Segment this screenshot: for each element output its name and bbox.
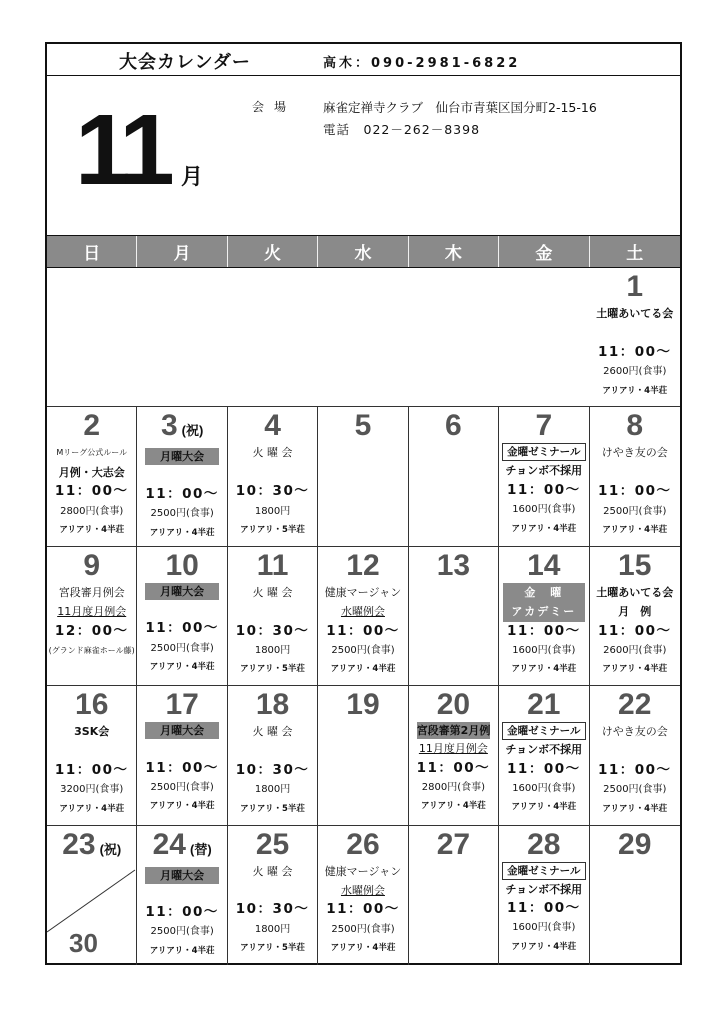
day-cell — [228, 407, 318, 545]
day-number — [318, 828, 407, 862]
day-cell — [137, 826, 227, 965]
weekday-tue: 火 — [228, 236, 318, 267]
calendar-sheet — [45, 42, 682, 965]
event-line: アリアリ・4半荘 — [511, 523, 577, 534]
day-number-value: 8 — [626, 409, 644, 443]
day-number — [228, 409, 317, 443]
event-line: 健康マージャン — [324, 585, 402, 599]
event-line: 11：00～ — [507, 760, 581, 777]
event-line: 11月度月例会 — [418, 742, 488, 756]
event-line: 火 曜 会 — [252, 446, 293, 460]
day-number-value: 24 — [152, 827, 186, 861]
event-line: 11：00～ — [597, 761, 672, 778]
day-number-value: 2 — [83, 409, 101, 443]
day-cell — [137, 686, 227, 824]
event-line: けやき友の会 — [601, 446, 668, 460]
day-cell — [47, 826, 137, 965]
day-cell — [137, 547, 227, 685]
day-number — [590, 409, 680, 443]
day-number — [590, 549, 680, 583]
event-line: 月曜大会 — [145, 722, 218, 739]
event-line: 11：00～ — [597, 622, 672, 639]
day-number-value: 7 — [535, 409, 553, 443]
event-line: 水曜例会 — [340, 883, 385, 897]
event-line: 1600円(食事) — [512, 504, 576, 516]
day-cell — [499, 826, 589, 965]
event-line: けやき友の会 — [601, 725, 668, 739]
day-cell — [409, 547, 499, 685]
weekday-sun: 日 — [47, 236, 137, 267]
day-number — [499, 549, 588, 583]
day-cell — [318, 547, 408, 685]
weekday-thu: 木 — [409, 236, 499, 267]
day-number — [318, 409, 407, 443]
day-number — [499, 688, 588, 722]
day-number — [137, 549, 226, 583]
day-cell — [409, 407, 499, 545]
day-cell — [47, 547, 137, 685]
event-line: アリアリ・4半荘 — [149, 527, 215, 538]
day-number — [499, 828, 588, 862]
day-number-value: 5 — [354, 409, 372, 443]
venue-phone: 電話 022－262－8398 — [323, 122, 481, 137]
weekday-mon: 月 — [137, 236, 227, 267]
calendar-title: 大会カレンダー — [119, 52, 251, 73]
event-line: 1800円 — [254, 923, 291, 935]
event-line: チョンボ不採用 — [505, 464, 583, 478]
event-line: アリアリ・4半荘 — [149, 801, 215, 812]
event-line: チョンボ不採用 — [505, 743, 583, 757]
day-cell — [590, 686, 680, 824]
day-cell — [137, 407, 227, 545]
day-number-value: 17 — [165, 688, 199, 722]
event-line: 2500円(食事) — [603, 784, 667, 796]
event-line: 10：30～ — [235, 761, 310, 778]
event-line: 11：00～ — [416, 759, 491, 776]
day-number-value: 1 — [626, 270, 644, 303]
event-line: 月 例 — [618, 605, 652, 619]
event-line: アリアリ・5半荘 — [240, 664, 305, 675]
event-line: 10：30～ — [235, 622, 310, 639]
event-line: 11：00～ — [507, 481, 581, 498]
event-line: 土曜あいてる会 — [596, 585, 674, 599]
day-number — [409, 688, 498, 722]
week-row — [47, 826, 680, 965]
event-line: アリアリ・4半荘 — [421, 801, 486, 812]
day-cell — [47, 686, 137, 824]
day-number — [228, 828, 317, 862]
day-number — [318, 549, 407, 583]
event-line: アリアリ・5半荘 — [240, 525, 305, 536]
event-line: 月曜大会 — [145, 583, 218, 600]
event-line: アリアリ・4半荘 — [330, 943, 396, 954]
event-line: 11：00～ — [145, 620, 219, 637]
day-number-value: 13 — [436, 548, 471, 582]
day-number — [137, 828, 226, 867]
day-number-value: 28 — [527, 827, 561, 861]
event-line: 2600円(食事) — [603, 645, 667, 656]
venue-label: 会場 — [252, 100, 297, 114]
day-cell — [499, 407, 589, 545]
event-line: アリアリ・4半荘 — [602, 385, 668, 396]
event-line: アリアリ・4半荘 — [511, 802, 577, 813]
holiday-mark: (祝) — [181, 423, 204, 439]
event-line: 2600円(食事) — [603, 366, 667, 378]
event-line: 11：00～ — [326, 622, 400, 639]
event-line: アリアリ・4半荘 — [511, 941, 577, 952]
day-number — [47, 549, 136, 583]
event-line: 2500円(食事) — [150, 642, 214, 654]
day-number — [590, 270, 680, 304]
day-cell — [228, 547, 318, 685]
holiday-mark: (祝) — [99, 841, 122, 857]
day-cell — [228, 686, 318, 824]
event-line: 11：00～ — [54, 761, 129, 778]
event-line: 2500円(食事) — [603, 505, 667, 517]
holiday-mark: (替) — [189, 841, 212, 857]
event-line: チョンボ不採用 — [505, 882, 583, 896]
event-line: 2500円(食事) — [150, 508, 214, 520]
event-line: アリアリ・4半荘 — [149, 662, 215, 672]
contact-number: 高木：090-2981-6822 — [323, 56, 521, 71]
day-cell — [318, 407, 408, 545]
event-line: 金曜ゼミナール — [502, 443, 585, 461]
day-number-value: 15 — [618, 548, 652, 582]
day-number-value: 11 — [256, 548, 289, 582]
day-number — [47, 688, 136, 722]
day-cell — [47, 407, 137, 545]
event-line: 2500円(食事) — [150, 781, 214, 793]
event-line: 1600円(食事) — [512, 782, 576, 794]
month-header — [47, 76, 680, 236]
day-number-value: 6 — [445, 409, 462, 443]
event-line: アリアリ・4半荘 — [602, 664, 668, 675]
weekday-fri: 金 — [499, 236, 589, 267]
day-number-value: 22 — [618, 688, 652, 722]
day-cell — [318, 686, 408, 824]
event-line: 11：00～ — [597, 343, 672, 360]
day-number-value: 14 — [527, 548, 561, 582]
day-number-value: 10 — [165, 548, 199, 582]
venue-name: 麻雀定禅寺クラブ 仙台市青葉区国分町2-15-16 — [323, 100, 597, 115]
event-line: 金曜ゼミナール — [502, 862, 585, 880]
event-line: 1600円(食事) — [512, 922, 576, 934]
event-line: 10：30～ — [235, 483, 310, 500]
event-line: 11：00～ — [326, 901, 400, 918]
event-line: 水曜例会 — [340, 605, 385, 619]
month-unit: 月 — [181, 165, 204, 190]
event-line: 3SK会 — [74, 725, 110, 739]
week-row — [47, 547, 680, 686]
event-line: 2500円(食事) — [150, 926, 214, 938]
empty-cell — [47, 268, 137, 406]
event-line: アリアリ・5半荘 — [240, 803, 305, 814]
event-line: 10：30～ — [235, 901, 310, 918]
day-cell — [590, 407, 680, 545]
day-number — [137, 409, 226, 448]
day-number — [409, 409, 498, 443]
weekday-header-row — [47, 236, 680, 268]
event-line: 12：00～ — [54, 622, 129, 639]
day-number — [318, 688, 407, 722]
event-line: 2800円(食事) — [60, 505, 124, 517]
day-cell — [318, 826, 408, 965]
event-line: Mリーグ公式ルール — [56, 448, 128, 458]
day-cell — [499, 547, 589, 685]
event-line: 宮段審第2月例 — [416, 724, 491, 738]
event-line: 11：00～ — [145, 759, 219, 776]
day-number — [228, 688, 317, 722]
day-number-value: 26 — [346, 827, 380, 861]
event-line: 火 曜 会 — [252, 864, 293, 878]
event-line: 1600円(食事) — [512, 645, 576, 656]
day-number — [590, 828, 680, 862]
event-line: アリアリ・4半荘 — [330, 664, 396, 675]
event-line: アリアリ・4半荘 — [149, 945, 215, 956]
event-line: アリアリ・4半荘 — [602, 803, 668, 814]
title-bar — [47, 44, 680, 76]
event-line: 2800円(食事) — [421, 781, 486, 793]
event-line: 1800円 — [254, 505, 291, 517]
event-line: アリアリ・4半荘 — [59, 803, 125, 814]
event-line: 2500円(食事) — [331, 645, 395, 656]
event-line: 月例・大志会 — [58, 465, 125, 479]
event-line: 金 曜 — [503, 583, 584, 602]
day-number-value: 18 — [255, 688, 290, 722]
day-number-value: 21 — [527, 688, 561, 722]
day-number — [409, 549, 498, 583]
event-line: 月曜大会 — [145, 867, 218, 884]
calendar-grid — [47, 268, 680, 965]
day-number-value: 29 — [618, 827, 652, 861]
event-line: 11月度月例会 — [57, 605, 127, 619]
day-cell — [590, 826, 680, 965]
event-line: 11：00～ — [145, 485, 219, 502]
event-line: アカデミー — [503, 602, 584, 621]
event-line: 火 曜 会 — [252, 585, 293, 599]
day-cell — [228, 826, 318, 965]
event-line: 金曜ゼミナール — [502, 722, 585, 740]
day-cell — [499, 686, 589, 824]
day-number-value: 23 — [62, 827, 96, 861]
day-number-value: 16 — [75, 688, 109, 722]
weekday-sat: 土 — [626, 244, 644, 264]
day-number — [137, 688, 226, 722]
event-line: (グランド麻雀ホール藤) — [48, 646, 135, 655]
week-row — [47, 686, 680, 825]
event-line: 11：00～ — [54, 483, 129, 500]
event-line: 宮段審月例会 — [58, 585, 125, 599]
day-cell — [409, 826, 499, 965]
empty-cell — [318, 268, 408, 406]
day-number-value: 9 — [83, 548, 101, 582]
event-line: 1800円 — [254, 645, 291, 656]
event-line: アリアリ・5半荘 — [240, 943, 305, 954]
event-line: 月曜大会 — [145, 448, 218, 465]
day-number — [409, 828, 498, 862]
day-number — [499, 409, 588, 443]
day-cell — [590, 547, 680, 685]
day-cell — [409, 686, 499, 824]
event-line: 火 曜 会 — [252, 725, 293, 739]
day-number — [47, 409, 136, 443]
day-number-value: 25 — [255, 827, 290, 861]
day-number-value: 20 — [436, 688, 471, 722]
split-day-number: 30 — [69, 927, 98, 958]
event-line: 1800円 — [254, 784, 291, 796]
event-line: アリアリ・4半荘 — [59, 525, 125, 536]
day-number-value: 3 — [160, 409, 178, 443]
event-line: アリアリ・4半荘 — [602, 525, 668, 536]
event-line: 3200円(食事) — [60, 784, 124, 796]
day-number — [228, 549, 317, 583]
week-row — [47, 268, 680, 407]
event-line: 2500円(食事) — [331, 923, 395, 935]
month-number: 11 — [75, 94, 169, 206]
event-line: 11：00～ — [507, 899, 581, 916]
empty-cell — [499, 268, 589, 406]
weekday-wed: 水 — [318, 236, 408, 267]
empty-cell — [137, 268, 227, 406]
day-number-value: 19 — [346, 688, 380, 722]
empty-cell — [409, 268, 499, 406]
day-number-value: 27 — [436, 827, 471, 861]
day-number-value: 4 — [264, 409, 281, 443]
event-line: 土曜あいてる会 — [596, 307, 674, 320]
event-line: 健康マージャン — [324, 864, 402, 878]
event-line: 11：00～ — [145, 903, 219, 920]
event-line: 11：00～ — [597, 483, 672, 500]
day-number — [590, 688, 680, 722]
event-line: 11：00～ — [507, 622, 581, 639]
day-number-value: 12 — [346, 548, 380, 582]
empty-cell — [228, 268, 318, 406]
week-row — [47, 407, 680, 546]
event-line: アリアリ・4半荘 — [511, 664, 577, 675]
day-cell — [590, 268, 680, 406]
